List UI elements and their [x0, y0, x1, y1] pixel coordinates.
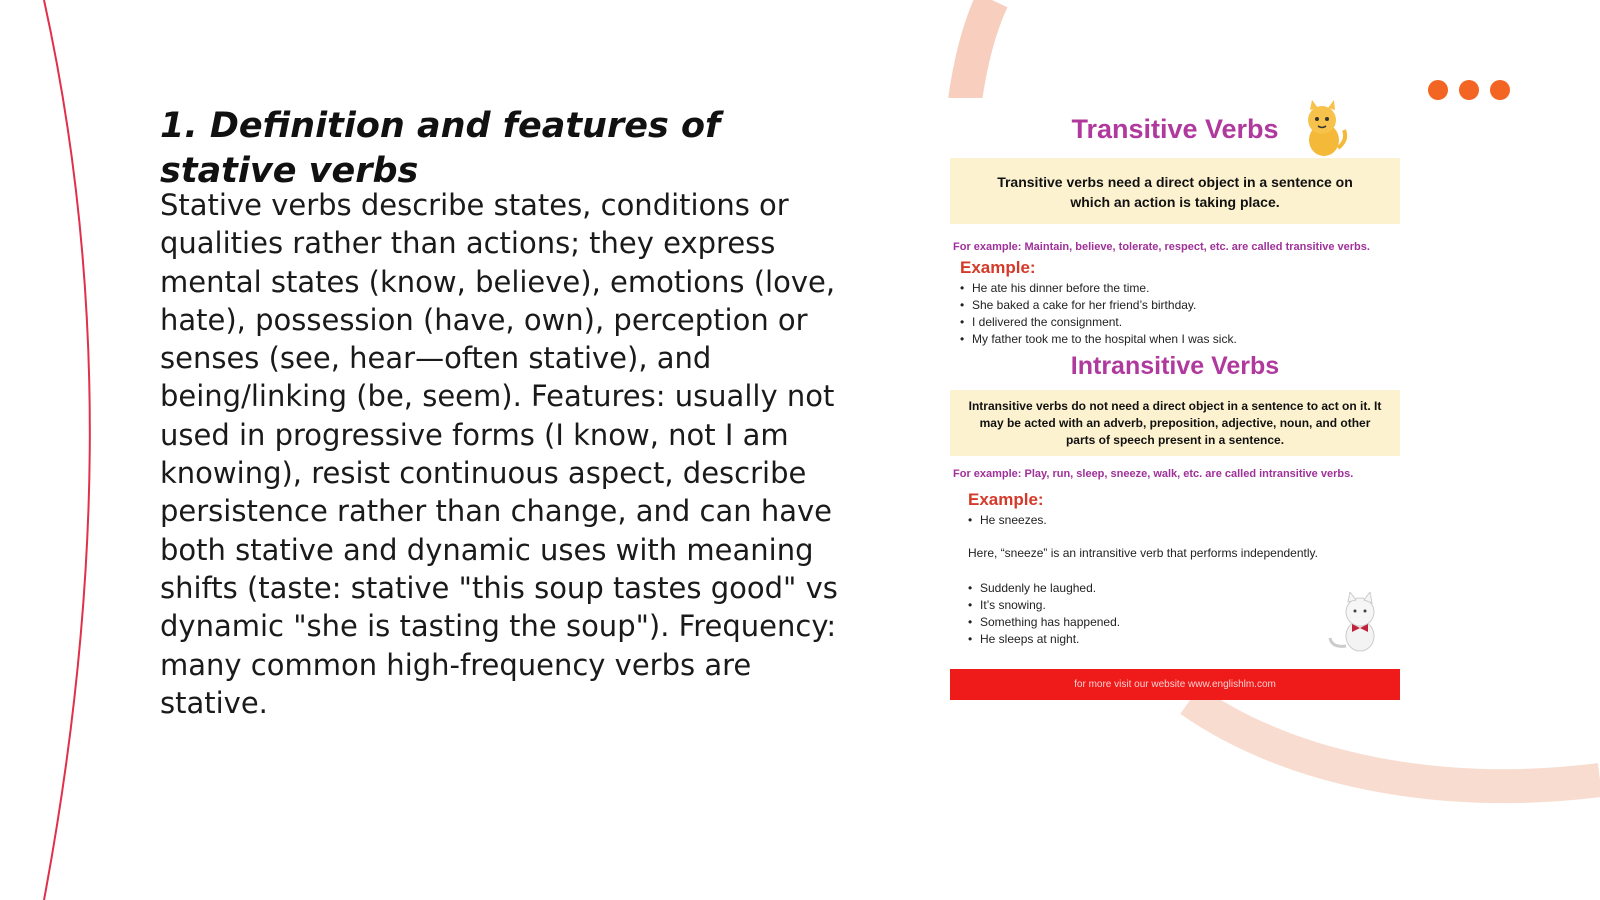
list-item: • He sneezes. [966, 512, 1047, 529]
list-item: • I delivered the consignment. [958, 314, 1237, 331]
transitive-title: Transitive Verbs [1071, 114, 1279, 144]
intransitive-definition: Intransitive verbs do not need a direct object in a sentence to act on it. It may be acted with an adverb, preposition, adjective, noun, and other parts of speech present in a sentence. [950, 390, 1400, 456]
transitive-for-example: For example: Maintain, believe, tolerate, respect, etc. are called transitive verbs. [953, 241, 1370, 253]
verbs-infographic [950, 98, 1400, 700]
slide-title: 1. Definition and features of stative verbs [160, 106, 721, 191]
list-item: • It’s snowing. [966, 597, 1120, 614]
left-curve-line [44, 0, 90, 900]
list-item: • My father took me to the hospital when I was sick. [958, 331, 1237, 348]
transitive-example-list [958, 280, 1237, 348]
list-item: • She baked a cake for her friend’s birthday. [958, 297, 1237, 314]
intransitive-example-list-1 [966, 512, 1047, 529]
cat-mascot-icon [1298, 100, 1350, 158]
bottom-arc-band [1190, 700, 1600, 786]
list-item: • Suddenly he laughed. [966, 580, 1120, 597]
top-arc-band [965, 0, 992, 100]
menu-dot-2 [1459, 80, 1479, 100]
intransitive-example-label: Example: [968, 490, 1044, 509]
intransitive-note: Here, “sneeze” is an intransitive verb that performs independently. [968, 546, 1318, 560]
intransitive-example-list-2 [966, 580, 1120, 648]
infographic-footer: for more visit our website www.englishlm.com [950, 669, 1400, 700]
intransitive-for-example: For example: Play, run, sleep, sneeze, walk, etc. are called intransitive verbs. [953, 468, 1354, 480]
transitive-example-label: Example: [960, 258, 1036, 277]
transitive-definition: Transitive verbs need a direct object in a sentence on which an action is taking place. [950, 158, 1400, 224]
slide-body-text: Stative verbs describe states, conditions or qualities rather than actions; they express mental states (know, believe), emotions (love, hate), possession (have, own), perception or senses (see, hear—often stative), and being/linking (be, seem). Features: usually not used in progressive forms (I know, not I am knowing), resist continuous aspect, describe persistence rather than change, and can have both stative and dynamic uses with meaning shifts (taste: stative "this soup tastes good" vs dynamic "she is tasting the soup"). Frequency: many common high-frequency verbs are stative. [160, 188, 838, 720]
menu-dot-3 [1490, 80, 1510, 100]
cat-with-bow-icon [1326, 592, 1386, 654]
intransitive-title: Intransitive Verbs [1070, 352, 1280, 380]
list-item: • He sleeps at night. [966, 631, 1120, 648]
list-item: • He ate his dinner before the time. [958, 280, 1237, 297]
list-item: • Something has happened. [966, 614, 1120, 631]
menu-dot-1 [1428, 80, 1448, 100]
